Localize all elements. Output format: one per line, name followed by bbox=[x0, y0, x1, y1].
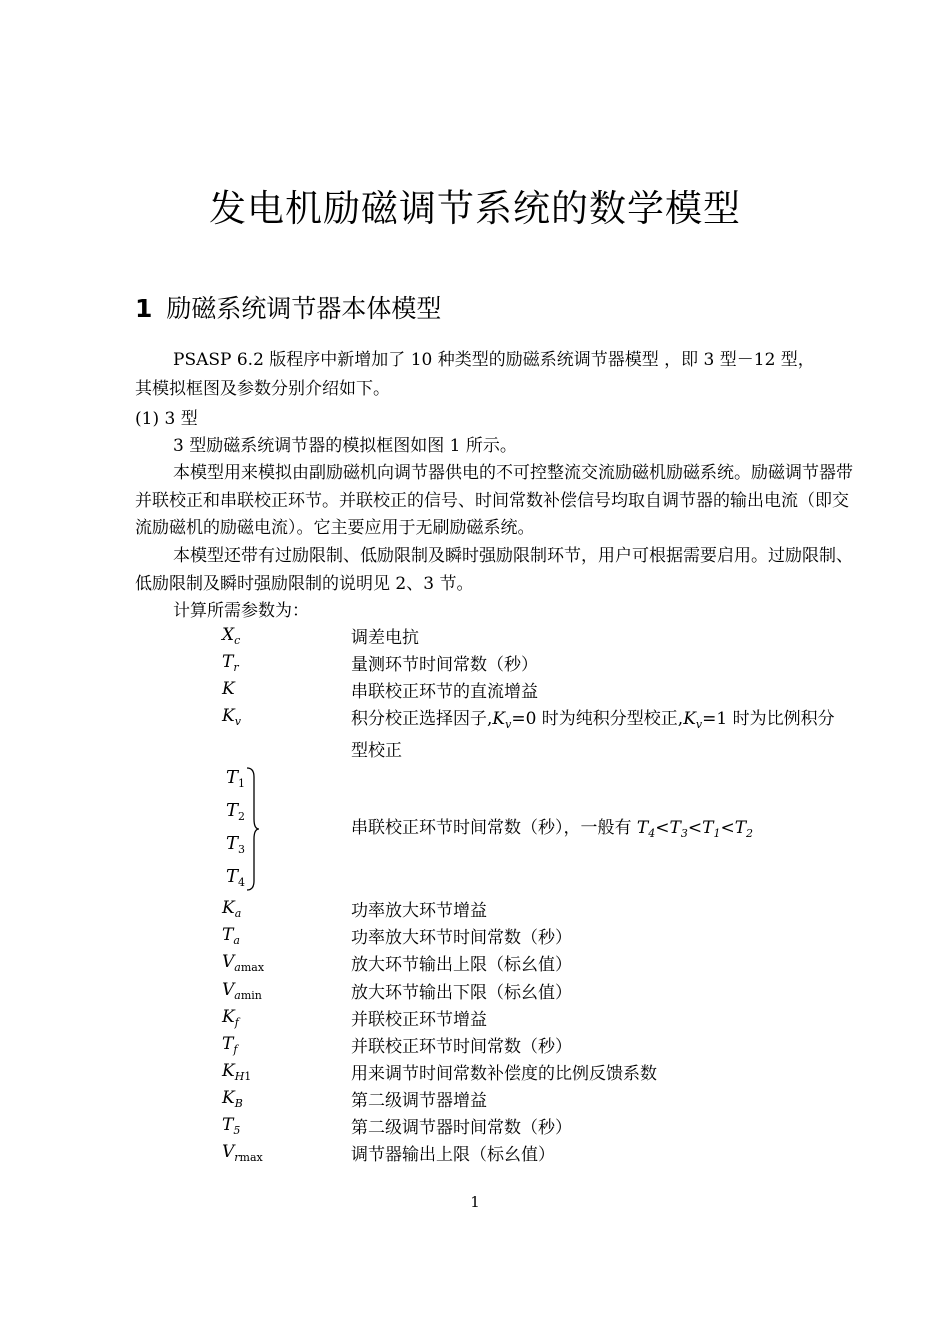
param-symbol: $V_{amax}$ bbox=[222, 952, 265, 974]
param-desc: 量测环节时间常数（秒） bbox=[351, 655, 538, 675]
param-row bbox=[0, 925, 950, 952]
section-number: 1 bbox=[135, 294, 153, 323]
param-desc: 串联校正环节时间常数（秒），一般有 $T_4<T_3<T_1<T_2$ bbox=[351, 818, 754, 840]
page-number: 1 bbox=[470, 1193, 480, 1211]
param-row bbox=[0, 1088, 950, 1115]
page-title: 发电机励磁调节系统的数学模型 bbox=[209, 187, 741, 230]
params-intro: 计算所需参数为： bbox=[173, 601, 309, 621]
param-desc: 放大环节输出上限（标幺值） bbox=[351, 955, 572, 975]
param-symbol: $T_r$ bbox=[222, 652, 239, 674]
param-row bbox=[0, 679, 950, 706]
param-desc: 放大环节输出下限（标幺值） bbox=[351, 983, 572, 1003]
param-desc: 调差电抗 bbox=[351, 628, 419, 648]
param-desc: 并联校正环节增益 bbox=[351, 1010, 487, 1030]
param-desc: 并联校正环节时间常数（秒） bbox=[351, 1037, 572, 1057]
param-desc: 功率放大环节增益 bbox=[351, 901, 487, 921]
param-symbol: $K_B$ bbox=[222, 1088, 243, 1110]
intro-line-1: PSASP 6.2 版程序中新增加了 10 种类型的励磁系统调节器模型 ，即 3 型－12 型， bbox=[173, 350, 815, 370]
param-row bbox=[0, 1034, 950, 1061]
param-row bbox=[0, 1115, 950, 1142]
intro-line-2: 其模拟框图及参数分别介绍如下。 bbox=[135, 379, 390, 399]
param-symbol: $V_{amin}$ bbox=[222, 980, 262, 1002]
param-desc: 积分校正选择因子$,K_v=0$ 时为纯积分型校正$,K_v=1$ 时为比例积分 型校正 bbox=[351, 709, 835, 761]
param-desc: 第二级调节器时间常数（秒） bbox=[351, 1118, 572, 1138]
param-row bbox=[0, 1007, 950, 1034]
param-row bbox=[0, 625, 950, 652]
param-symbol: $T_4$ bbox=[226, 866, 246, 889]
paragraph-2: 本模型用来模拟由副励磁机向调节器供电的不可控整流交流励磁机励磁系统。励磁调节器带并联校正和串联校正环节。并联校正的信号、时间常数补偿信号均取自调节器的输出电流（即交流励磁机的励磁电流）。它主要应用于无刷励磁系统。 bbox=[135, 463, 853, 538]
param-desc: 调节器输出上限（标幺值） bbox=[351, 1145, 555, 1165]
paragraph-3: 本模型还带有过励限制、低励限制及瞬时强励限制环节，用户可根据需要启用。过励限制、低励限制及瞬时强励限制的说明见 2、3 节。 bbox=[135, 546, 853, 594]
section-title: 励磁系统调节器本体模型 bbox=[166, 294, 442, 323]
param-row bbox=[0, 652, 950, 679]
param-desc: 串联校正环节的直流增益 bbox=[351, 682, 538, 702]
param-row bbox=[0, 1061, 950, 1088]
param-desc: 用来调节时间常数补偿度的比例反馈系数 bbox=[351, 1064, 657, 1084]
param-symbol: $K_f$ bbox=[222, 1007, 239, 1029]
param-symbol: $K_a$ bbox=[222, 898, 242, 920]
param-symbol: $T_5$ bbox=[222, 1115, 241, 1137]
param-desc: 功率放大环节时间常数（秒） bbox=[351, 928, 572, 948]
param-desc: 第二级调节器增益 bbox=[351, 1091, 487, 1111]
param-row bbox=[0, 952, 950, 979]
param-symbol: $T_1$ bbox=[226, 767, 246, 790]
param-row bbox=[0, 815, 950, 842]
param-row bbox=[0, 1142, 950, 1169]
param-symbol: $K_{H1}$ bbox=[222, 1061, 252, 1083]
param-symbol: $X_c$ bbox=[222, 625, 241, 647]
param-symbol: K bbox=[222, 679, 235, 699]
param-row bbox=[0, 980, 950, 1007]
param-row bbox=[0, 898, 950, 925]
param-symbol: $V_{rmax}$ bbox=[222, 1142, 263, 1164]
param-symbol: $K_v$ bbox=[222, 706, 241, 728]
param-symbol: $T_3$ bbox=[226, 833, 246, 856]
section-heading bbox=[135, 289, 441, 325]
subsection-label: (1) 3 型 bbox=[135, 409, 198, 429]
paragraph-1: 3 型励磁系统调节器的模拟框图如图 1 所示。 bbox=[173, 436, 517, 456]
param-symbol: $T_2$ bbox=[226, 800, 246, 823]
param-row bbox=[0, 706, 950, 762]
param-symbol: $T_a$ bbox=[222, 925, 240, 947]
param-symbol: $T_f$ bbox=[222, 1034, 238, 1056]
